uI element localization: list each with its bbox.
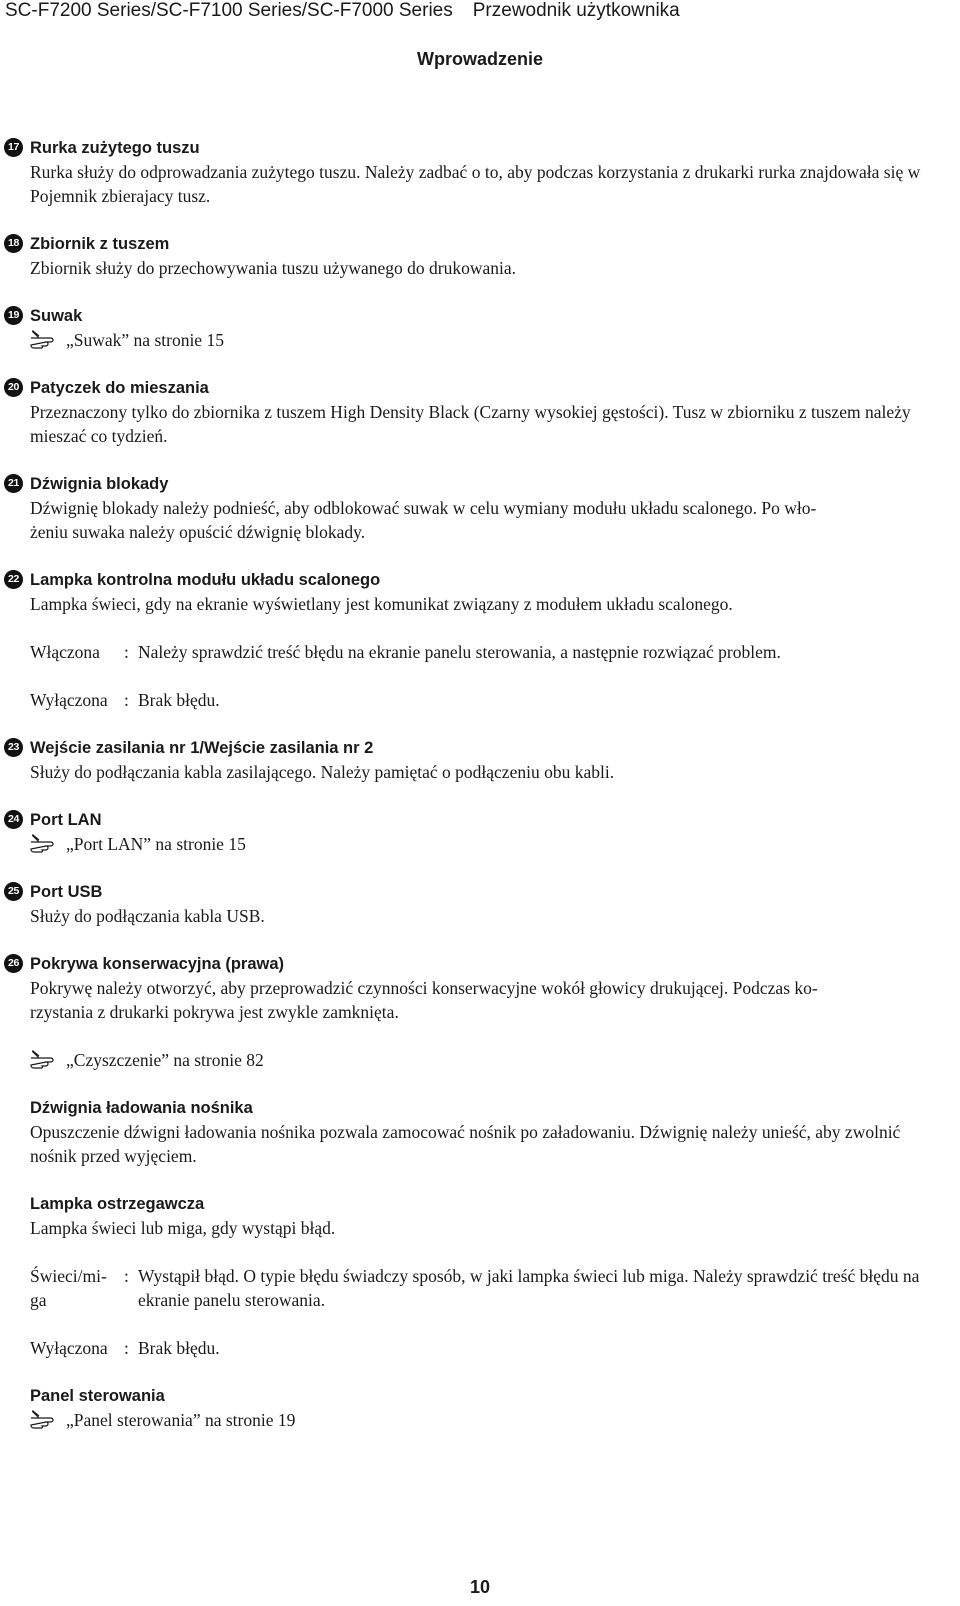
item-title: Suwak [30, 307, 83, 325]
item-body: Służy do podłączania kabla zasilającego. Należy pamiętać o podłączeniu obu kabli. [30, 762, 615, 782]
item-body: Przeznaczony tylko do zbiornika z tuszem High Density Black (Czarny wysokiej gęstości). Tusz w zbiorniku z tuszem należy mieszać co tydzień. [30, 402, 911, 446]
list-item [8, 232, 934, 280]
item-body: Rurka służy do odprowadzania zużytego tuszu. Należy zadbać o to, aby podczas korzystania z drukarki rurka znajdowała się w Pojemnik zbierajacy tusz. [30, 162, 921, 206]
sub-item [30, 1096, 934, 1168]
list-item [8, 568, 934, 712]
status-value: Brak błędu. [138, 690, 220, 710]
pointing-hand-icon [30, 834, 62, 854]
page-number: 10 [469, 1577, 491, 1597]
status-table [30, 640, 934, 712]
item-title: Dźwignia blokady [30, 475, 169, 493]
pointing-hand-icon [30, 330, 62, 350]
pointing-hand-icon [30, 1410, 62, 1430]
list-item [8, 376, 934, 448]
item-body: Służy do podłączania kabla USB. [30, 906, 265, 926]
item-body: Lampka świeci, gdy na ekranie wyświetlany jest komunikat związany z modułem układu scalonego. [30, 594, 733, 614]
status-value: Brak błędu. [138, 1338, 220, 1358]
list-item [8, 952, 934, 1072]
content [8, 136, 934, 1456]
item-body-line: Dźwignię blokady należy podnieść, aby odblokować suwak w celu wymiany modułu układu scalonego. Po wło- [30, 498, 817, 518]
cross-reference-text[interactable]: „Czyszczenie” na stronie 82 [66, 1050, 264, 1070]
list-item [8, 136, 934, 208]
item-number: 21 [4, 474, 23, 493]
status-label: Wyłączona : [30, 690, 129, 710]
status-label: Świeci/mi- : ga [30, 1266, 129, 1310]
item-title: Pokrywa konserwacyjna (prawa) [30, 955, 285, 973]
item-number: 24 [4, 810, 23, 829]
cross-reference-link[interactable] [30, 1048, 934, 1072]
item-body-line: Pokrywę należy otworzyć, aby przeprowadzić czynności konserwacyjne wokół głowicy drukującej. Podczas ko- [30, 978, 818, 998]
item-body: Opuszczenie dźwigni ładowania nośnika pozwala zamocować nośnik po załadowaniu. Dźwignię należy unieść, aby zwolnić nośnik przed wyjęciem. [30, 1122, 901, 1166]
cross-reference-text[interactable]: „Port LAN” na stronie 15 [66, 834, 246, 854]
sub-item [30, 1192, 934, 1360]
item-number: 20 [4, 378, 23, 397]
item-number: 25 [4, 882, 23, 901]
cross-reference-link[interactable] [30, 328, 934, 352]
header-guide: Przewodnik użytkownika [472, 0, 680, 21]
item-number: 17 [4, 138, 23, 157]
item-title: Zbiornik z tuszem [30, 235, 170, 253]
section-title: Wprowadzenie [416, 49, 543, 69]
list-item [8, 736, 934, 784]
item-body: Lampka świeci lub miga, gdy wystąpi błąd. [30, 1218, 336, 1238]
cross-reference-link[interactable] [30, 832, 934, 856]
item-title: Wejście zasilania nr 1/Wejście zasilania nr 2 [30, 739, 374, 757]
status-table [30, 1264, 934, 1360]
item-title: Lampka ostrzegawcza [30, 1195, 205, 1213]
sub-item [30, 1384, 934, 1432]
status-label: Wyłączona : [30, 1338, 129, 1358]
pointing-hand-icon [30, 1050, 62, 1070]
item-number: 22 [4, 570, 23, 589]
item-title: Panel sterowania [30, 1387, 165, 1405]
item-number: 26 [4, 954, 23, 973]
item-number: 19 [4, 306, 23, 325]
item-body-line: rzystania z drukarki pokrywa jest zwykle zamknięta. [30, 1002, 399, 1022]
list-item [8, 304, 934, 352]
cross-reference-link[interactable] [30, 1408, 934, 1432]
item-body: Zbiornik służy do przechowywania tuszu używanego do drukowania. [30, 258, 516, 278]
status-value: Wystąpił błąd. O typie błędu świadczy sposób, w jaki lampka świeci lub miga. Należy sprawdzić treść błędu na ekranie panelu sterowania. [138, 1266, 920, 1310]
item-title: Port LAN [30, 811, 102, 829]
header-series: SC-F7200 Series/SC-F7100 Series/SC-F7000 Series [5, 0, 453, 21]
cross-reference-text[interactable]: „Suwak” na stronie 15 [66, 330, 224, 350]
status-value: Należy sprawdzić treść błędu na ekranie panelu sterowania, a następnie rozwiązać problem. [138, 642, 781, 662]
item-title: Dźwignia ładowania nośnika [30, 1099, 253, 1117]
item-body-line: żeniu suwaka należy opuścić dźwignię blokady. [30, 522, 366, 542]
list-item [8, 472, 934, 544]
status-label: Włączona : [30, 642, 129, 662]
cross-reference-text[interactable]: „Panel sterowania” na stronie 19 [66, 1410, 296, 1430]
item-title: Port USB [30, 883, 103, 901]
list-item [8, 808, 934, 856]
item-title: Rurka zużytego tuszu [30, 139, 200, 157]
item-title: Lampka kontrolna modułu układu scalonego [30, 571, 381, 589]
item-number: 18 [4, 234, 23, 253]
page-header [0, 0, 680, 22]
item-title: Patyczek do mieszania [30, 379, 209, 397]
item-number: 23 [4, 738, 23, 757]
list-item [8, 880, 934, 928]
